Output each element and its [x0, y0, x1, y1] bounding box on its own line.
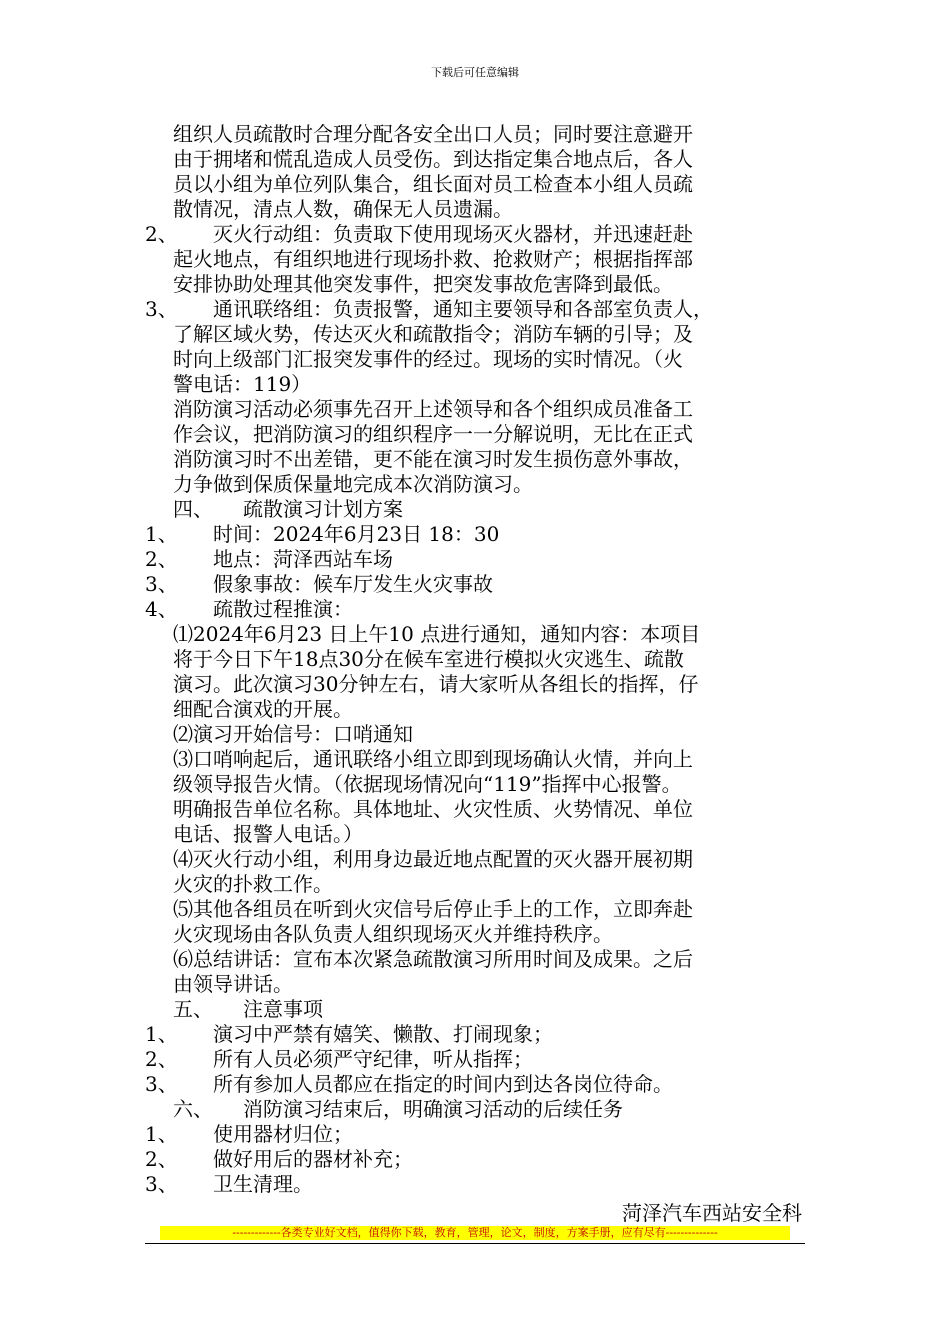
text-line: 通讯联络组：负责报警，通知主要领导和各部室负责人， — [213, 297, 713, 321]
meeting-paragraph — [145, 397, 810, 497]
text-line: ⑹总结讲话：宣布本次紧急疏散演习所用时间及成果。之后 — [173, 947, 693, 971]
page-header: 下载后可任意编辑 — [431, 66, 519, 79]
group-item-2 — [145, 222, 810, 297]
text-line: 灭火行动组：负责取下使用现场灭火器材，并迅速赶赴 — [213, 222, 693, 246]
text-line: 了解区域火势，传达灭火和疏散指令；消防车辆的引导；及 — [173, 322, 693, 346]
item-number: 2、 — [145, 1047, 178, 1071]
item-text: 假象事故：候车厅发生火灾事故 — [213, 572, 493, 596]
section-heading-4 — [145, 497, 810, 522]
text-line: 电话、报警人电话。） — [173, 822, 363, 846]
text-line: 演习。此次演习30分钟左右，请大家听从各组长的指挥，仔 — [173, 672, 699, 696]
text-line: 消防演习活动必须事先召开上述领导和各个组织成员准备工 — [173, 397, 693, 421]
task-item — [145, 1172, 810, 1197]
item-number: 3、 — [145, 1172, 178, 1196]
text-line: 将于今日下午18点30分在候车室进行模拟火灾逃生、疏散 — [173, 647, 684, 671]
note-item — [145, 1047, 810, 1072]
task-item — [145, 1122, 810, 1147]
signature: 菏泽汽车西站安全科 — [622, 1201, 802, 1225]
text-line: ⑵演习开始信号：口哨通知 — [173, 722, 413, 746]
item-number: 3、 — [145, 572, 178, 596]
item-number: 1、 — [145, 1022, 178, 1046]
text-line: 火灾现场由各队负责人组织现场灭火并维持秩序。 — [173, 922, 613, 946]
step-2 — [145, 722, 810, 747]
item-number: 4、 — [145, 597, 178, 621]
section-number: 六、 — [173, 1097, 213, 1121]
item-number: 2、 — [145, 1147, 178, 1171]
footer-divider — [145, 1243, 805, 1244]
step-3 — [145, 747, 810, 847]
plan-item — [145, 572, 810, 597]
section-number: 五、 — [173, 997, 213, 1021]
item-number: 1、 — [145, 522, 178, 546]
intro-paragraph — [145, 122, 810, 222]
group-item-3 — [145, 297, 810, 397]
plan-item — [145, 547, 810, 572]
text-line: 明确报告单位名称。具体地址、火灾性质、火势情况、单位 — [173, 797, 693, 821]
text-line: ⑴2024年6月23 日上午10 点进行通知，通知内容：本项目 — [173, 622, 701, 646]
section-heading-6 — [145, 1097, 810, 1122]
text-line: 由领导讲话。 — [173, 972, 293, 996]
item-text: 疏散过程推演： — [213, 597, 353, 621]
item-text: 地点：菏泽西站车场 — [213, 547, 393, 571]
text-line: 力争做到保质保量地完成本次消防演习。 — [173, 472, 533, 496]
plan-item — [145, 522, 810, 547]
footer-banner: -------------各类专业好文档，值得你下载，教育，管理，论文，制度，方案手册，应有尽有-------------- — [160, 1226, 790, 1240]
item-text: 时间：2024年6月23日 18：30 — [213, 522, 500, 546]
section-heading-5 — [145, 997, 810, 1022]
text-line: 细配合演戏的开展。 — [173, 697, 353, 721]
item-number: 2、 — [145, 222, 178, 246]
text-line: 时向上级部门汇报突发事件的经过。现场的实时情况。（火 — [173, 347, 683, 371]
text-line: 火灾的扑救工作。 — [173, 872, 333, 896]
item-text: 所有人员必须严守纪律，听从指挥； — [213, 1047, 533, 1071]
text-line: 散情况，清点人数，确保无人员遗漏。 — [173, 197, 513, 221]
text-line: ⑸其他各组员在听到火灾信号后停止手上的工作，立即奔赴 — [173, 897, 693, 921]
text-line: 警电话：119） — [173, 372, 312, 396]
document-body — [145, 122, 810, 1226]
item-number: 3、 — [145, 297, 178, 321]
item-text: 所有参加人员都应在指定的时间内到达各岗位待命。 — [213, 1072, 673, 1096]
step-1 — [145, 622, 810, 722]
task-item — [145, 1147, 810, 1172]
text-line: 由于拥堵和慌乱造成人员受伤。到达指定集合地点后，各人 — [173, 147, 693, 171]
item-text: 使用器材归位； — [213, 1122, 353, 1146]
text-line: 消防演习时不出差错，更不能在演习时发生损伤意外事故， — [173, 447, 693, 471]
section-title: 消防演习结束后，明确演习活动的后续任务 — [243, 1097, 623, 1121]
step-6 — [145, 947, 810, 997]
text-line: 员以小组为单位列队集合，组长面对员工检查本小组人员疏 — [173, 172, 693, 196]
note-item — [145, 1072, 810, 1097]
section-title: 注意事项 — [243, 997, 323, 1021]
text-line: 安排协助处理其他突发事件，把突发事故危害降到最低。 — [173, 272, 673, 296]
item-number: 3、 — [145, 1072, 178, 1096]
plan-item — [145, 597, 810, 622]
text-line: 作会议，把消防演习的组织程序一一分解说明，无比在正式 — [173, 422, 693, 446]
step-4 — [145, 847, 810, 897]
item-number: 2、 — [145, 547, 178, 571]
item-text: 演习中严禁有嬉笑、懒散、打闹现象； — [213, 1022, 553, 1046]
text-line: 级领导报告火情。（依据现场情况向“119”指挥中心报警。 — [173, 772, 682, 796]
section-number: 四、 — [173, 497, 213, 521]
item-text: 做好用后的器材补充； — [213, 1147, 413, 1171]
item-number: 1、 — [145, 1122, 178, 1146]
section-title: 疏散演习计划方案 — [243, 497, 403, 521]
note-item — [145, 1022, 810, 1047]
text-line: 组织人员疏散时合理分配各安全出口人员；同时要注意避开 — [173, 122, 693, 146]
text-line: ⑶口哨响起后，通讯联络小组立即到现场确认火情，并向上 — [173, 747, 693, 771]
text-line: ⑷灭火行动小组，利用身边最近地点配置的灭火器开展初期 — [173, 847, 693, 871]
step-5 — [145, 897, 810, 947]
item-text: 卫生清理。 — [213, 1172, 313, 1196]
text-line: 起火地点，有组织地进行现场扑救、抢救财产；根据指挥部 — [173, 247, 693, 271]
